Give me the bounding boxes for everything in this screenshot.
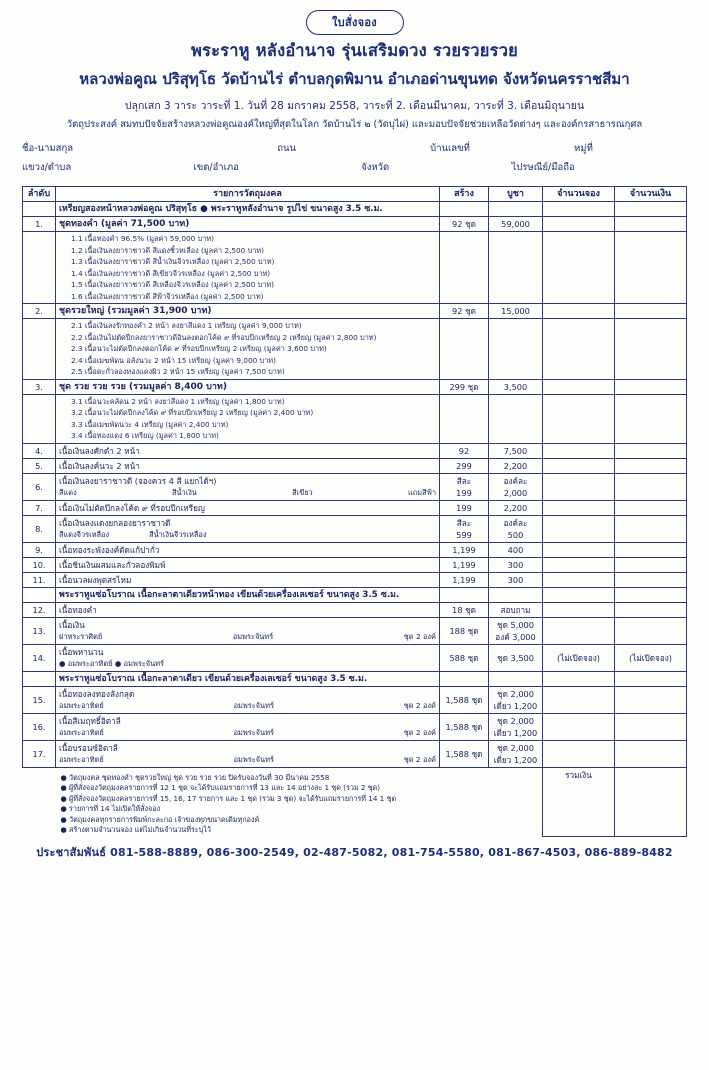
label-postal-mobile: ไปรษณีย์/มือถือ [511,162,575,173]
set-options [59,754,436,766]
cell-amount[interactable] [615,473,687,500]
cell-amount: (ไม่เปิดจอง) [615,644,687,671]
cell-price [489,232,543,304]
spacer-cell [23,767,56,837]
table-row [23,542,687,557]
cell-no: 12. [23,602,56,617]
cell-no: 7. [23,500,56,515]
cell-price-set: ชุด 2,000 [497,688,534,699]
cell-amount[interactable] [615,557,687,572]
cell-desc [56,713,440,740]
table-row [23,740,687,767]
cell-price-value: 500 [507,529,524,540]
color-option-green: สีเขียว [292,487,313,497]
label-province: จังหวัด [361,162,390,173]
option-moon: อมพระจันทร์ [233,727,274,737]
color-options [59,487,436,499]
color-options [59,529,436,541]
order-table-body [23,202,687,837]
table-row [23,515,687,542]
footnote: ● ผู้ที่สั่งจองวัตถุมงคลรายการที่ 15, 16, 17 รายการ และ 1 ชุด (รวม 3 ชุด) จะได้รับแถมรายการที่ 14 1 ชุด [60,793,397,803]
sub-item: 2.1 เนื้อเงินลงรักทองคำ 2 หน้า ลงยาสีแดง 1 เหรียญ (มูลค่า 9,000 บาท) [71,321,302,330]
cell-qty: (ไม่เปิดจอง) [543,644,615,671]
cell-no: 11. [23,572,56,587]
cell-make: 299 ชุด [440,379,489,394]
cell-make [440,202,489,217]
table-row [23,458,687,473]
cell-no [23,202,56,217]
cell-amount[interactable] [615,394,687,443]
option-set-of-two: ชุด 2 องค์ [403,631,436,641]
table-row [23,232,687,304]
option-moon: อมพระจันทร์ [233,754,274,764]
cell-qty[interactable] [543,515,615,542]
purpose-statement: วัตถุประสงค์ สมทบปัจจัยสร้างหลวงพ่อคูณองค์ใหญ่ที่สุดในโลก วัดบ้านไร่ ๒ (วัดบุไผ่) และมอบปัจจัยช่วยเหลือวัดต่างๆ และองค์กรสาธารณกุศล [66,119,643,130]
table-row [23,500,687,515]
cell-desc: เนื้อเงินลงค์นวะ 2 หน้า [56,458,440,473]
cell-sublist [56,232,440,304]
customer-field-row-1 [22,139,687,158]
contact-footer: ประชาสัมพันธ์ 081-588-8889, 086-300-2549, 02-487-5082, 081-754-5580, 081-867-4503, 086-889-8482 [36,846,673,859]
cell-price-single: องค์ 3,000 [495,631,536,642]
cell-amount[interactable] [615,500,687,515]
cell-desc: เนื้อทองคำ [56,602,440,617]
option-moon: อมพระจันทร์ [232,631,274,641]
cell-price: 2,200 [489,458,543,473]
cell-qty[interactable] [543,572,615,587]
option-sun: อมพระอาทิตย์ [59,754,104,764]
cell-qty[interactable] [543,443,615,458]
cell-qty[interactable] [543,602,615,617]
cell-qty[interactable] [543,232,615,304]
cell-make: 92 [440,443,489,458]
cell-no: 9. [23,542,56,557]
table-row [23,304,687,319]
cell-amount[interactable] [615,515,687,542]
cell-make [440,587,489,602]
cell-desc-main: เนื้อเงินลงแดงยกลองยาราชาวดี [59,517,171,528]
option-sun: อมพระอาทิตย์ [59,700,104,710]
set-options [59,700,436,712]
cell-make: 1,588 ชุด [440,686,489,713]
cell-make [440,473,489,500]
cell-qty[interactable] [543,740,615,767]
option-sun: ฝาหระราศิตย์ [59,631,103,641]
cell-price-single: เดี่ยว 1,200 [493,727,538,738]
cell-amount[interactable] [615,232,687,304]
cell-no: 3. [23,379,56,394]
customer-field-row-2 [22,158,687,177]
cell-price: 3,500 [489,379,543,394]
cell-qty[interactable] [543,458,615,473]
cell-qty[interactable] [543,500,615,515]
cell-price [489,713,543,740]
color-option-red-yellow: สีแดงจีวรเหลือง [59,529,110,539]
option-moon: อมพระจันทร์ [233,700,274,710]
cell-make [440,515,489,542]
table-row [23,713,687,740]
set-options [59,727,436,739]
table-total-row [23,767,687,837]
cell-price [489,394,543,443]
cell-desc-main: เนื้อเงิน [59,619,85,630]
cell-qty[interactable] [543,473,615,500]
color-option-blue: สีน้ำเงิน [171,487,197,497]
table-row [23,587,687,602]
cell-amount[interactable] [615,686,687,713]
cell-make [440,394,489,443]
cell-desc: เนื้อเงินลงศักดำ 2 หน้า [56,443,440,458]
cell-price [489,202,543,217]
sub-item: 1.2 เนื้อเงินลงยาราชาวดี สีแดงชิ้วหเลือง (มูลค่า 2,500 บาท) [71,245,265,255]
ceremony-schedule: ปลุกเสก 3 วาระ วาระที่ 1. วันที่ 28 มกราคม 2558, วาระที่ 2. เดือนมีนาคม, วาระที่ 3. เดือนมิถุนายน [124,100,585,112]
label-subdistrict: แขวง/ตำบล [22,162,72,173]
cell-price: 15,000 [489,304,543,319]
sub-item: 2.3 เนื้อนวะไม่ตัดปีกลงตอกโค้ด ๙ ที่รอบปีกเหรียญ 2 เหรียญ (มูลค่า 3,600 บาท) [71,344,327,353]
table-row [23,394,687,443]
cell-price: 400 [489,542,543,557]
cell-desc: เนื้อทองระพังองค์ดัดแก้ปากั่ว [56,542,440,557]
sub-item: 3.2 เนื้อนวะไม่ตัดปีกลงโค้ด ๙ ที่รอบปีกเหรียญ 2 เหรียญ (มูลค่า 2,400 บาท) [71,408,314,417]
color-option-skyblue: แถมสีฟ้า [407,487,436,497]
cell-make-value: 599 [456,529,472,540]
col-header-no: ลำดับ [23,187,56,202]
col-header-amount: จำนวนเงิน [615,187,687,202]
footnote: ● รายการที่ 14 ไม่เปิดให้สั่งจอง [60,804,161,813]
cell-make [440,319,489,380]
cell-make: 1,199 [440,572,489,587]
label-fullname: ชื่อ-นามสกุล [22,143,74,154]
set-options [59,631,436,643]
section-header: พระราหูแซ่อโบราณ เนื้อกะลาตาเดียวหน้าทอง เขียนด้วยเครื่องเลเซอร์ ขนาดสูง 3.5 ซ.ม. [56,587,440,602]
sub-item: 3.3 เนื้อเมฆพัดนวะ 4 เหรียญ (มูลค่า 2,400 บาท) [71,419,229,429]
cell-amount[interactable] [615,319,687,380]
cell-sublist [56,394,440,443]
table-row [23,473,687,500]
cell-price-single: เดี่ยว 1,200 [493,700,538,711]
cell-no [23,319,56,380]
cell-make: 588 ชุด [440,644,489,671]
cell-desc-main: เนื้อบรอนซ์อิตาลี [59,742,118,753]
col-header-desc: รายการวัตถุมงคล [56,187,440,202]
cell-price [489,473,543,500]
cell-desc [56,515,440,542]
col-header-qty: จำนวนจอง [543,187,615,202]
cell-desc: เนื้อเงินไม่ตัดปีกลงโค้ด ๙ ที่รอบปีกเหรียญ [56,500,440,515]
cell-price [489,671,543,686]
option-set-of-two: ชุด 2 องค์ [403,754,436,764]
cell-desc [56,644,440,671]
cell-price [489,587,543,602]
cell-amount[interactable] [615,740,687,767]
sub-item: 2.2 เนื้อเงินไม่ตัดปีกลงยาราชาวดีอินลงตอกโค้ด ๙ ที่รอบปีกเหรียญ 2 เหรียญ (มูลค่า 2,800 บาท) [71,332,377,342]
section-header: พระราหูแซ่อโบราณ เนื้อกะลาตาเดียว เขียนด้วยเครื่องเลเซอร์ ขนาดสูง 3.5 ซ.ม. [56,671,440,686]
cell-price [489,617,543,644]
cell-price: ชุด 3,500 [489,644,543,671]
col-header-price: บูชา [489,187,543,202]
sub-item: 1.6 เนื้อเงินลงยาราชาวดี สีฟ้าจีวรเหลือง (มูลค่า 2,500 บาท) [71,291,264,301]
cell-make: 1,199 [440,557,489,572]
table-row [23,217,687,232]
cell-desc [56,686,440,713]
color-option-blue-yellow: สีน้ำเงินจีวรเหลือง [149,529,207,539]
cell-qty[interactable] [543,319,615,380]
cell-desc: ชุดทองคำ (มูลค่า 71,500 บาท) [56,217,440,232]
cell-no [23,587,56,602]
amulet-title-primary: พระราหู หลังอำนาจ รุ่นเสริมดวง รวยรวยรวย [190,41,519,60]
cell-desc [56,740,440,767]
cell-qty[interactable] [543,394,615,443]
table-row [23,602,687,617]
amulet-title-secondary: หลวงพ่อคูณ ปริสุทฺโธ วัดบ้านไร่ ตำบลกุดพิมาน อำเภอด่านขุนทด จังหวัดนครราชสีมา [79,70,630,88]
cell-qty[interactable] [543,671,615,686]
cell-make: 18 ชุด [440,602,489,617]
sub-item: 3.4 เนื้อทองแดง 6 เหรียญ (มูลค่า 1,800 บาท) [71,431,219,440]
label-house-no: บ้านเลขที่ [430,143,470,154]
cell-amount[interactable] [615,379,687,394]
notes-cell [56,767,440,837]
sub-item: 2.5 เนื้อตะกั่วลองทองแดงผิว 2 หน้า 15 เหรียญ (มูลค่า 7,500 บาท) [71,367,285,376]
cell-no: 5. [23,458,56,473]
cell-no: 14. [23,644,56,671]
cell-price-single: เดี่ยว 1,200 [493,754,538,765]
cell-qty[interactable] [543,713,615,740]
table-row [23,644,687,671]
cell-no: 16. [23,713,56,740]
cell-price [489,515,543,542]
cell-qty[interactable] [543,379,615,394]
cell-no: 4. [23,443,56,458]
color-option-red: สีแดง [59,487,77,497]
cell-price-set: ชุด 5,000 [497,619,534,630]
label-moo: หมู่ที่ [574,143,593,154]
table-row [23,379,687,394]
cell-price [489,319,543,380]
cell-qty[interactable] [543,542,615,557]
table-row [23,443,687,458]
cell-price: 300 [489,572,543,587]
total-label: รวมเงิน [543,767,615,837]
cell-qty[interactable] [543,557,615,572]
cell-amount[interactable] [615,713,687,740]
cell-no: 8. [23,515,56,542]
cell-amount[interactable] [615,304,687,319]
spacer-cell [489,767,543,837]
cell-amount[interactable] [615,602,687,617]
cell-no: 15. [23,686,56,713]
cell-desc: เนื้อนวลผงพุตสรไหม [56,572,440,587]
cell-amount[interactable] [615,587,687,602]
form-badge: ใบสั่งจอง [306,10,404,35]
cell-price: 2,200 [489,500,543,515]
cell-no: 2. [23,304,56,319]
cell-qty[interactable] [543,617,615,644]
cell-desc [56,473,440,500]
cell-make: 1,588 ชุด [440,713,489,740]
customer-fields [22,139,687,177]
option-sun: อมพระอาทิตย์ [59,727,104,737]
cell-desc-main: เนื้อสีเมฤทธิ์อิตาลี [59,715,121,726]
cell-amount[interactable] [615,217,687,232]
cell-price-set: ชุด 2,000 [497,742,534,753]
cell-qty[interactable] [543,217,615,232]
footnote: ● ผู้ที่สั่งจองวัตถุมงคลรายการที่ 12 1 ชุด จะได้รับแถมรายการที่ 13 และ 14 อย่างละ 1 ชุด (รวม 2 ชุด) [60,783,381,792]
cell-desc-main: เนื้อเงินลงยาราชาวดี (จองควร 4 สี แยกได้ฯ) [59,475,217,486]
cell-make: 199 [440,500,489,515]
option-set-of-two: ชุด 2 องค์ [403,727,436,737]
cell-make: 92 ชุด [440,217,489,232]
cell-amount[interactable] [615,671,687,686]
cell-qty[interactable] [543,202,615,217]
cell-make: 299 [440,458,489,473]
cell-price: 7,500 [489,443,543,458]
cell-price-set: ชุด 2,000 [497,715,534,726]
cell-amount[interactable] [615,202,687,217]
table-row [23,617,687,644]
footnote: ● สร้างตามจำนวนจอง แต่ไม่เกินจำนวนที่ระบุไว้ [60,825,211,834]
cell-make-value: 199 [456,487,472,498]
cell-no: 1. [23,217,56,232]
cell-price-value: 2,000 [503,487,528,498]
cell-no: 6. [23,473,56,500]
cell-make: 92 ชุด [440,304,489,319]
cell-no [23,671,56,686]
cell-no: 17. [23,740,56,767]
cell-price-label: องค์ละ [503,475,528,486]
cell-no: 10. [23,557,56,572]
order-table [22,186,687,837]
cell-qty[interactable] [543,686,615,713]
sub-item: 3.1 เนื้อนวะคลัดน 2 หน้า ลงยาสีแดง 1 เหรียญ (มูลค่า 1,800 บาท) [71,396,285,406]
sub-item: 2.4 เนื้อเมฆพัดน อลังนวะ 2 หน้า 15 เหรียญ (มูลค่า 9,000 บาท) [71,355,276,365]
cell-qty[interactable] [543,304,615,319]
cell-price [489,740,543,767]
table-row [23,572,687,587]
sub-item: 1.3 เนื้อเงินลงยาราชาวดี สีน้ำเงินจีวรเหลือง (มูลค่า 2,500 บาท) [71,257,275,266]
footnote: ● วัตถุมงคลทุกรายการพิมพ์กะละกอ เจ้าของทุกขนาดเดิมทุกองค์ [60,814,260,824]
cell-desc-main: เนื้อทองลงทองลังกลุด [59,688,135,699]
option-set-of-two: ชุด 2 องค์ [403,700,436,710]
cell-desc-main: เนื้อพหานวน [59,646,104,657]
cell-make: 188 ชุด [440,617,489,644]
table-header-row [23,187,687,202]
total-amount-input[interactable] [615,767,687,837]
sub-item: 1.5 เนื้อเงินลงยาราชาวดี สีเหลืองจีวรเหลือง (มูลค่า 2,500 บาท) [71,280,274,289]
cell-price-label: องค์ละ [503,517,528,528]
cell-make: 1,199 [440,542,489,557]
sub-item: 1.4 เนื้อเงินลงยาราชาวดี สีเขียวจีวรเหลือง (มูลค่า 2,500 บาท) [71,268,271,278]
cell-sublist [56,319,440,380]
sub-item: 1.1 เนื้อทองคำ 96.5% (มูลค่า 59,000 บาท) [71,234,215,243]
cell-no [23,232,56,304]
spacer-cell [440,767,489,837]
cell-make [440,232,489,304]
cell-amount[interactable] [615,458,687,473]
cell-desc: เนื้อชินเงินผสมและกั่วลองพิมพ์ [56,557,440,572]
col-header-make: สร้าง [440,187,489,202]
table-row [23,686,687,713]
section-header: เหรียญสองหน้าหลวงพ่อคูณ ปริสุทฺโธ ● พระราหูหลังอำนาจ รูปไข่ ขนาดสูง 3.5 ซ.ม. [56,202,440,217]
label-street: ถนน [277,143,296,154]
cell-no: 13. [23,617,56,644]
cell-make [440,671,489,686]
cell-desc: ชุดรวยใหญ่ (รวมมูลค่า 31,900 บาท) [56,304,440,319]
cell-desc: ชุด รวย รวย รวย (รวมมูลค่า 8,400 บาท) [56,379,440,394]
cell-price: 59,000 [489,217,543,232]
table-row [23,202,687,217]
cell-amount[interactable] [615,572,687,587]
table-row [23,319,687,380]
cell-price: สอบถาม [489,602,543,617]
cell-price [489,686,543,713]
cell-make-label: สีละ [456,475,472,486]
cell-amount[interactable] [615,443,687,458]
table-row [23,557,687,572]
cell-make-label: สีละ [456,517,472,528]
cell-price: 300 [489,557,543,572]
table-row [23,671,687,686]
footnotes [59,773,437,836]
cell-make: 1,588 ชุด [440,740,489,767]
cell-amount[interactable] [615,617,687,644]
cell-qty[interactable] [543,587,615,602]
footnote: ● วัตถุมงคล ชุดทองคำ ชุดรวยใหญ่ ชุด รวย รวย รวย ปิดรับจองวันที่ 30 มีนาคม 2558 [60,772,330,782]
label-district: เขต/อำเภอ [193,162,239,173]
cell-no [23,394,56,443]
cell-desc [56,617,440,644]
cell-amount[interactable] [615,542,687,557]
set-options: ● อมพระอาทิตย์ ● อมพระจันทร์ [59,658,165,668]
